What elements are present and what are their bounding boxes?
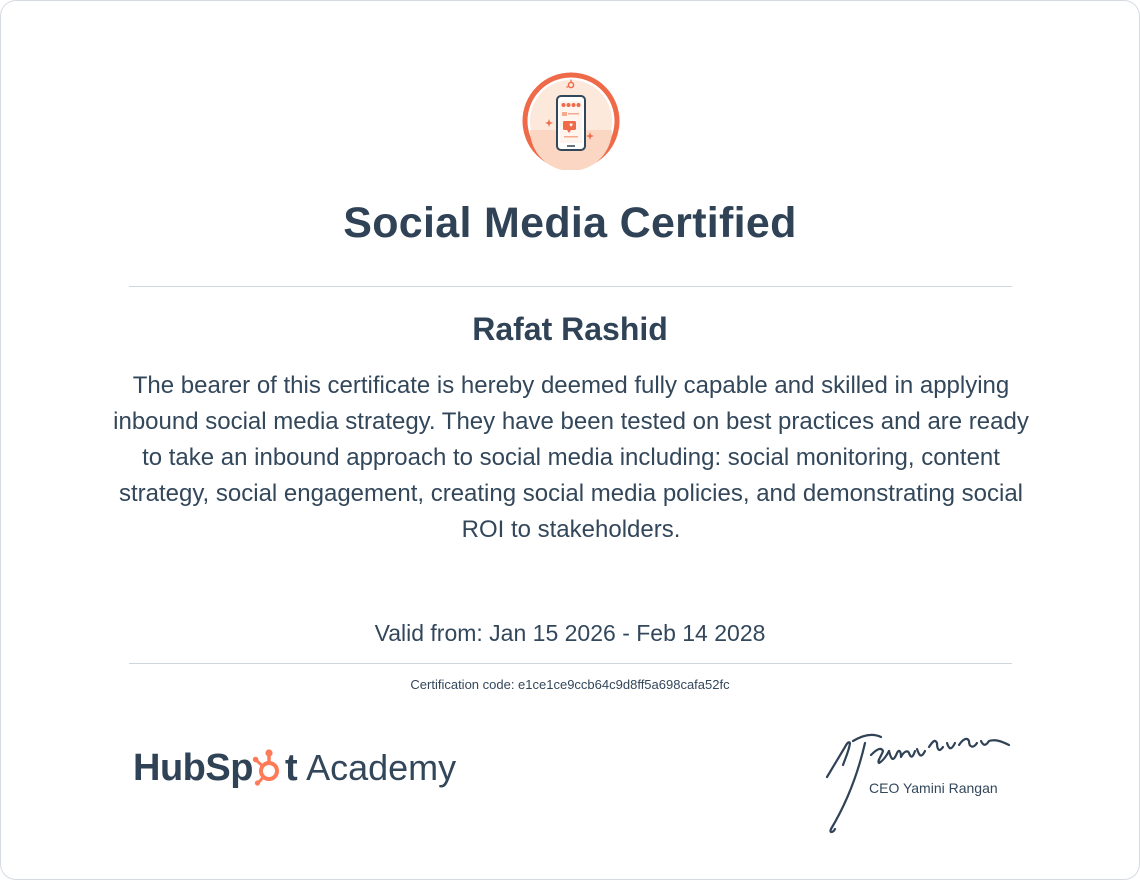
certification-code: Certification code: e1ce1ce9ccb64c9d8ff5a698cafa52fc [410, 677, 730, 692]
hubspot-sprocket-icon [252, 748, 286, 786]
bottom-divider [129, 663, 1012, 664]
validity-dates: Valid from: Jan 15 2026 - Feb 14 2028 [374, 620, 766, 646]
logo-text-part1: HubSp [133, 747, 253, 789]
hubspot-wordmark [133, 747, 297, 790]
top-divider [129, 286, 1012, 287]
logo-text-part2: t [284, 747, 298, 789]
certificate-title: Social Media Certified [343, 199, 797, 247]
academy-wordmark: Academy [306, 747, 457, 788]
social-media-badge-icon [522, 72, 620, 170]
hubspot-academy-logo [133, 747, 456, 790]
certificate-description: The bearer of this certificate is hereby deemed fully capable and skilled in applying inbound social media strategy. They have been tested on best practices and are ready to take an inbound approach to social media including: social monitoring, content strategy, social engagement, creating social media policies, and demonstrating social ROI to stakeholders. [113, 372, 1029, 543]
recipient-name: Rafat Rashid [472, 311, 668, 347]
ceo-caption: CEO Yamini Rangan [869, 780, 998, 796]
